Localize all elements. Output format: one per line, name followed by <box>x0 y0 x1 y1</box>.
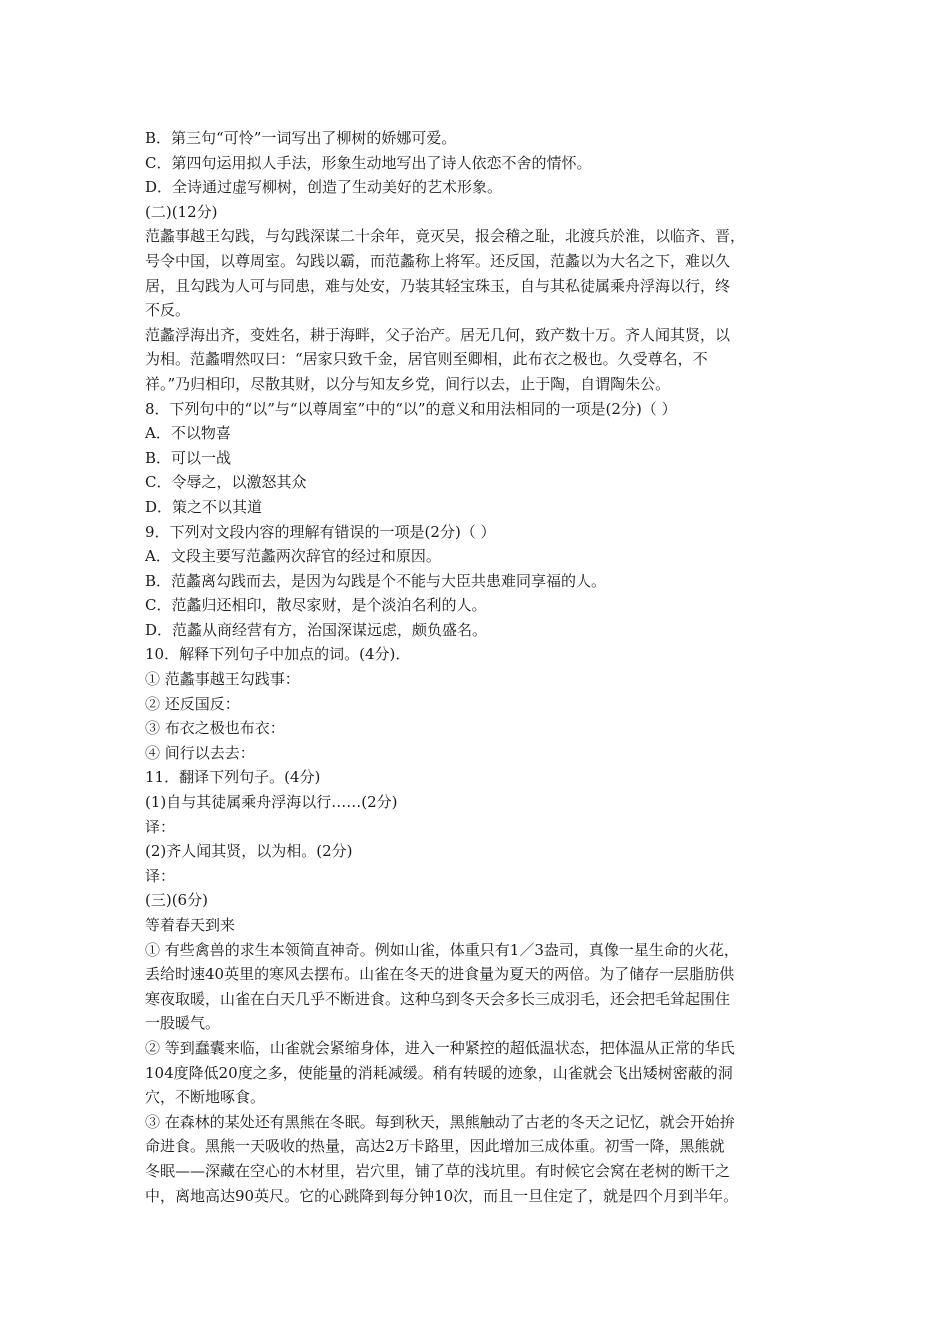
question-11: 11．翻译下列句子。(4分) <box>145 768 321 787</box>
article-line: 命进食。黑熊一天吸收的热量，高达2万卡路里，因此增加三成体重。初雪一降，黑熊就 <box>145 1137 725 1156</box>
q10-item-4: ④ 间行以去去： <box>145 743 255 762</box>
article-line: ③ 在森林的某处还有黑熊在冬眠。每到秋天，黑熊触动了古老的冬天之记忆，就会开始拚 <box>145 1112 735 1131</box>
passage-line: 居，且勾践为人可与同患，难与处安，乃装其轻宝珠玉，自与其私徒属乘舟浮海以行，终 <box>145 276 731 295</box>
q11-item-2: (2)齐人闻其贤，以为相。(2分) <box>145 842 353 861</box>
article-line: 冬眠——深藏在空心的木材里，岩穴里，铺了草的浅坑里。有时候它会窝在老树的断干之 <box>145 1161 731 1180</box>
passage-line: 范蠡浮海出齐，变姓名，耕于海畔，父子治产。居无几何，致产数十万。齐人闻其贤，以 <box>145 325 731 344</box>
q9-option-c: C．范蠡归还相印，散尽家财，是个淡泊名利的人。 <box>145 596 487 615</box>
q9-option-d: D．范蠡从商经营有方，治国深谋远虑，颇负盛名。 <box>145 620 488 639</box>
section-heading-2: (二)(12分) <box>145 202 218 221</box>
q8-option-c: C．令辱之，以激怒其众 <box>145 473 307 492</box>
q8-option-b: B．可以一战 <box>145 448 232 467</box>
article-line: 丢给时速40英里的寒风去摆布。山雀在冬天的进食量为夏天的两倍。为了储存一层脂肪供 <box>145 965 735 984</box>
q11-answer-2: 译： <box>145 866 176 885</box>
article-line: ② 等到蠢囊来临，山雀就会紧缩身体，进入一种紧控的超低温状态，把体温从正常的华氏 <box>145 1038 735 1057</box>
article-line: 一股暖气。 <box>145 1014 221 1033</box>
q11-answer-1: 译： <box>145 817 176 836</box>
document-page <box>145 126 810 1208</box>
q9-option-b: B．范蠡离勾践而去，是因为勾践是个不能与大臣共患难同享福的人。 <box>145 571 607 590</box>
question-10: 10．解释下列句子中加点的词。(4分)． <box>145 645 411 664</box>
section-heading-3: (三)(6分) <box>145 891 208 910</box>
q8-option-d: D．策之不以其道 <box>145 497 263 516</box>
option-d-poem: D．全诗通过虚写柳树，创造了生动美好的艺术形象。 <box>145 178 503 197</box>
option-b-poem: B．第三句“可怜”一词写出了柳树的娇娜可爱。 <box>145 129 457 147</box>
passage-line: 为相。范蠡喟然叹曰：“居家只致千金，居官则至卿相，此布衣之极也。久受尊名，不 <box>145 350 708 369</box>
article-title: 等着春天到来 <box>145 916 236 934</box>
q11-item-1: (1)自与其徒属乘舟浮海以行……(2分) <box>145 793 398 812</box>
q10-item-1: ① 范蠡事越王勾践事： <box>145 670 300 689</box>
article-line: 寒夜取暖，山雀在白天几乎不断进食。这种乌到冬天会多长三成羽毛，还会把毛耸起围住 <box>145 989 731 1008</box>
article-line: 中，离地高达90英尺。它的心跳降到每分钟10次，而且一旦住定了，就是四个月到半年。 <box>145 1186 739 1205</box>
passage-line: 号令中国，以尊周室。勾践以霸，而范蠡称上将军。还反国，范蠡以为大名之下，难以久 <box>145 251 731 270</box>
passage-line: 不反。 <box>145 301 191 320</box>
q10-item-3: ③ 布衣之极也布衣： <box>145 719 285 738</box>
passage-line: 范蠡事越王勾践，与勾践深谋二十余年，竟灭吴，报会稽之耻，北渡兵於淮，以临齐、晋， <box>145 227 746 246</box>
article-line: 104度降低20度之多，使能量的消耗减缓。稍有转暖的迹象，山雀就会飞出矮树密蔽的洞 <box>145 1063 733 1082</box>
passage-line: 祥。”乃归相印，尽散其财，以分与知友乡党，间行以去，止于陶，自谓陶朱公。 <box>145 374 671 393</box>
article-line: 穴，不断地啄食。 <box>145 1088 266 1107</box>
q9-option-a: A．文段主要写范蠡两次辞官的经过和原因。 <box>145 547 441 566</box>
q10-item-2: ② 还反国反： <box>145 694 240 713</box>
question-9: 9．下列对文段内容的理解有错误的一项是(2分)（ ） <box>145 522 496 541</box>
option-c-poem: C．第四句运用拟人手法，形象生动地写出了诗人依恋不舍的情怀。 <box>145 153 592 172</box>
article-line: ① 有些禽兽的求生本领简直神奇。例如山雀，体重只有1／3盎司，真像一星生命的火花， <box>145 940 739 959</box>
q8-option-a: A．不以物喜 <box>145 424 231 443</box>
question-8: 8．下列句中的“以”与“以尊周室”中的“以”的意义和用法相同的一项是(2分)（ ） <box>145 399 677 418</box>
